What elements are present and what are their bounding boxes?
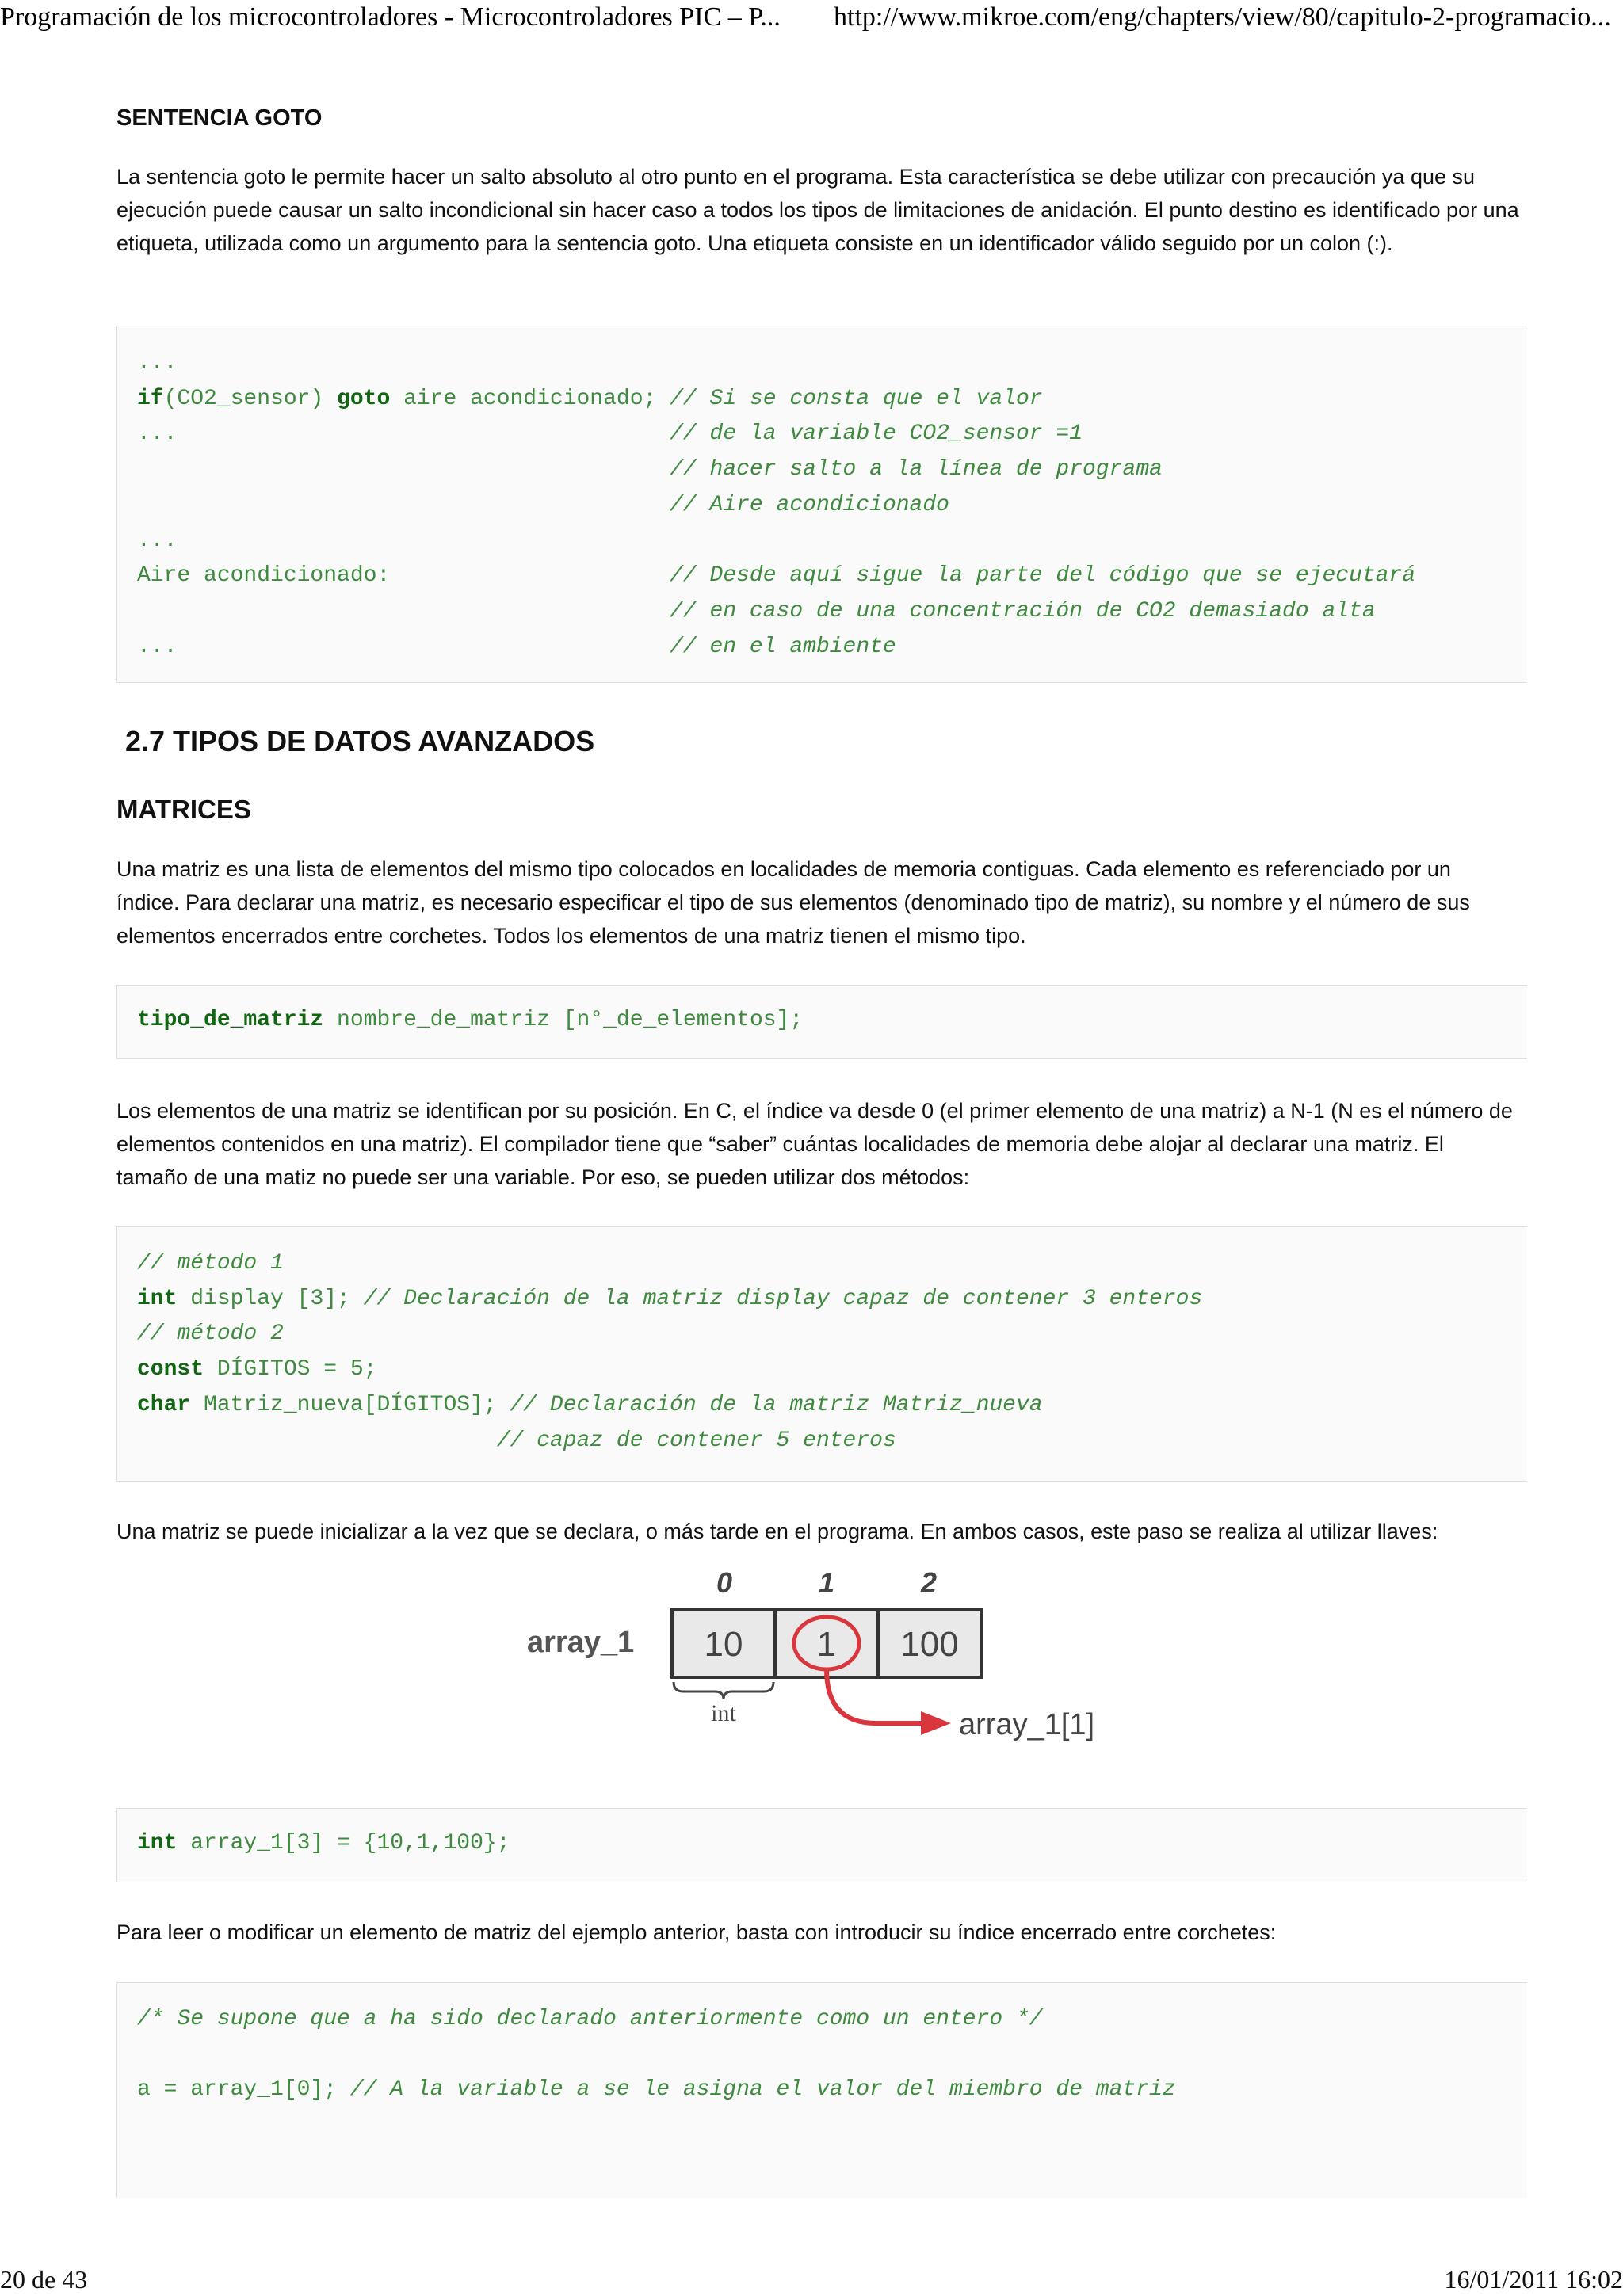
element-reference-label: array_1[1] — [959, 1708, 1095, 1741]
matrices-heading: MATRICES — [116, 795, 251, 824]
matrices-paragraph-4: Para leer o modificar un elemento de matriz del ejemplo anterior, basta con introducir su índice encerrado entre corchetes: — [116, 1920, 1277, 1944]
page-number: 20 de 43 — [0, 2265, 88, 2294]
index-label: 0 — [716, 1569, 733, 1599]
print-header-url: http://www.mikroe.com/eng/chapters/view/80/capitulo-2-programacio... — [834, 2, 1611, 32]
array-diagram — [515, 1569, 1109, 1759]
print-datetime: 16/01/2011 16:02 — [1444, 2265, 1623, 2294]
array-init-code: int array_1[3] = {10,1,100}; — [116, 1808, 1527, 1882]
print-header — [0, 0, 1623, 35]
print-footer — [0, 2263, 1623, 2296]
array-name-label: array_1 — [527, 1626, 635, 1659]
cell-type-label: int — [711, 1700, 736, 1726]
array-diagram-svg — [515, 1569, 1109, 1759]
section-title: 2.7 TIPOS DE DATOS AVANZADOS — [125, 725, 595, 757]
array-declaration-code: tipo_de_matriz nombre_de_matriz [n°_de_elementos]; — [116, 985, 1527, 1059]
array-access-code: /* Se supone que a ha sido declarado anteriormente como un entero */ a = array_1[0]; // A la variable a se le asigna el valor del miembro de matriz — [116, 1982, 1527, 2198]
array-cell-value: 1 — [816, 1625, 837, 1664]
array-methods-code: // método 1 int display [3]; // Declaración de la matriz display capaz de contener 3 enteros // método 2 const DÍGITOS = 5; char Matriz_nueva[DÍGITOS]; // Declaración de la matriz Matriz_nueva // capaz de contener 5 enteros — [116, 1226, 1527, 1482]
matrices-paragraph-1: Una matriz es una lista de elementos del mismo tipo colocados en localidades de memoria contiguas. Cada elemento es referenciado por un índice. Para declarar una matriz, es necesario especificar el tipo de sus elementos (denominado tipo de matriz), su nombre y el número de sus elementos encerrados entre corchetes. Todos los elementos de una matriz tienen el mismo tipo. — [116, 857, 1470, 948]
index-label: 1 — [818, 1569, 835, 1599]
matrices-paragraph-2: Los elementos de una matriz se identifican por su posición. En C, el índice va desde 0 (el primer elemento de una matriz) a N-1 (N es el número de elementos contenidos en una matriz). El compilador tiene que “saber” cuántas localidades de memoria debe alojar al declarar una matriz. El tamaño de una matiz no puede ser una variable. Por eso, se pueden utilizar dos métodos: — [116, 1099, 1513, 1189]
goto-code-block: ... if(CO2_sensor) goto aire acondicionado; // Si se consta que el valor ... // de la variable CO2_sensor =1 // hacer salto a la línea de programa // Aire acondicionado ... Aire acondicionado: // Desde aquí sigue la parte del código que se ejecutará // en caso de una concentración de CO2 demasiado alta ... // en el ambiente — [116, 326, 1527, 683]
array-cell-value: 100 — [900, 1625, 959, 1664]
index-label: 2 — [920, 1569, 938, 1599]
print-header-title: Programación de los microcontroladores - Microcontroladores PIC – P... — [0, 2, 781, 32]
goto-paragraph: La sentencia goto le permite hacer un salto absoluto al otro punto en el programa. Esta característica se debe utilizar con precaución ya que su ejecución puede causar un salto incondicional sin hacer caso a todos los tipos de limitaciones de anidación. El punto destino es identificado por una etiqueta, utilizada como un argumento para la sentencia goto. Una etiqueta consiste en un identificador válido seguido por un colon (:). — [116, 165, 1519, 255]
cell-brace — [674, 1682, 773, 1699]
matrices-paragraph-3: Una matriz se puede inicializar a la vez que se declara, o más tarde en el programa. En ambos casos, este paso se realiza al utilizar llaves: — [116, 1520, 1438, 1543]
highlight-arrow-head — [921, 1711, 951, 1735]
goto-heading: SENTENCIA GOTO — [116, 105, 323, 131]
array-cell-value: 10 — [704, 1625, 743, 1664]
